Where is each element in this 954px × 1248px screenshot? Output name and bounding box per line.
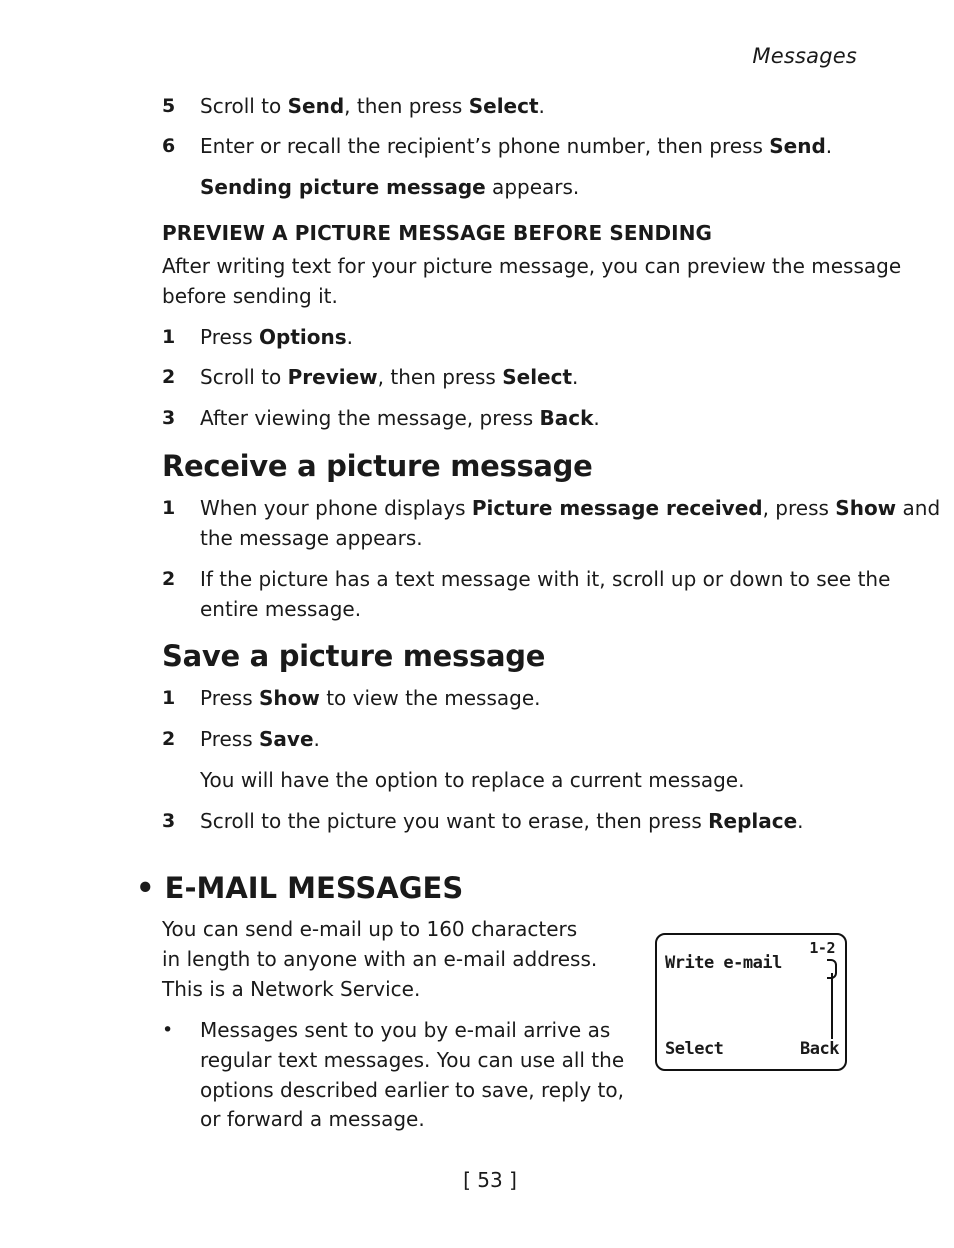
left-softkey-label: Select — [665, 1039, 724, 1059]
step-number: 1 — [162, 326, 176, 348]
phone-counter: 1-2 — [809, 939, 835, 957]
step-number: 2 — [162, 366, 176, 388]
step-text-continued: the message appears. — [200, 526, 423, 550]
scrollbar-line — [831, 973, 833, 1039]
bullet-line-3: options described earlier to save, reply to, — [200, 1078, 624, 1102]
step-number: 1 — [162, 497, 176, 519]
step-text: Scroll to Send, then press Select. — [200, 94, 545, 118]
save-heading: Save a picture message — [162, 639, 546, 673]
step-text: Press Save. — [200, 727, 320, 751]
send-note: Sending picture message appears. — [200, 175, 580, 199]
bullet-mark: • — [162, 1019, 174, 1041]
phone-screen-title: Write e-mail — [665, 953, 782, 973]
receive-heading: Receive a picture message — [162, 449, 593, 483]
preview-intro-line-1: After writing text for your picture message, you can preview the message — [162, 254, 902, 278]
save-note: You will have the option to replace a current message. — [200, 768, 745, 792]
running-header: Messages — [752, 44, 857, 68]
email-intro-line-3: This is a Network Service. — [162, 977, 421, 1001]
step-number: 6 — [162, 135, 176, 157]
step-number: 2 — [162, 728, 176, 750]
email-intro-line-2: in length to anyone with an e-mail address. — [162, 947, 598, 971]
right-softkey-label: Back — [800, 1039, 839, 1059]
preview-heading: PREVIEW A PICTURE MESSAGE BEFORE SENDING — [162, 221, 713, 245]
step-text: After viewing the message, press Back. — [200, 406, 600, 430]
step-text: Press Show to view the message. — [200, 686, 541, 710]
page-number: [ 53 ] — [463, 1168, 517, 1192]
step-number: 3 — [162, 810, 176, 832]
email-heading: • E-MAIL MESSAGES — [136, 871, 464, 905]
step-text: Enter or recall the recipient’s phone number, then press Send. — [200, 134, 833, 158]
step-text: If the picture has a text message with it, scroll up or down to see the — [200, 567, 891, 591]
step-text-continued: entire message. — [200, 597, 362, 621]
step-number: 1 — [162, 687, 176, 709]
step-text: When your phone displays Picture message received, press Show and — [200, 496, 941, 520]
bullet-line-4: or forward a message. — [200, 1107, 425, 1131]
bullet-line-2: regular text messages. You can use all the — [200, 1048, 625, 1072]
step-number: 5 — [162, 95, 176, 117]
email-intro-line-1: You can send e-mail up to 160 characters — [162, 917, 578, 941]
step-number: 2 — [162, 568, 176, 590]
step-text: Scroll to Preview, then press Select. — [200, 365, 579, 389]
phone-screen-illustration — [655, 933, 847, 1071]
preview-intro-line-2: before sending it. — [162, 284, 338, 308]
step-text: Scroll to the picture you want to erase, then press Replace. — [200, 809, 804, 833]
step-text: Press Options. — [200, 325, 353, 349]
step-number: 3 — [162, 407, 176, 429]
bullet-line-1: Messages sent to you by e-mail arrive as — [200, 1018, 611, 1042]
